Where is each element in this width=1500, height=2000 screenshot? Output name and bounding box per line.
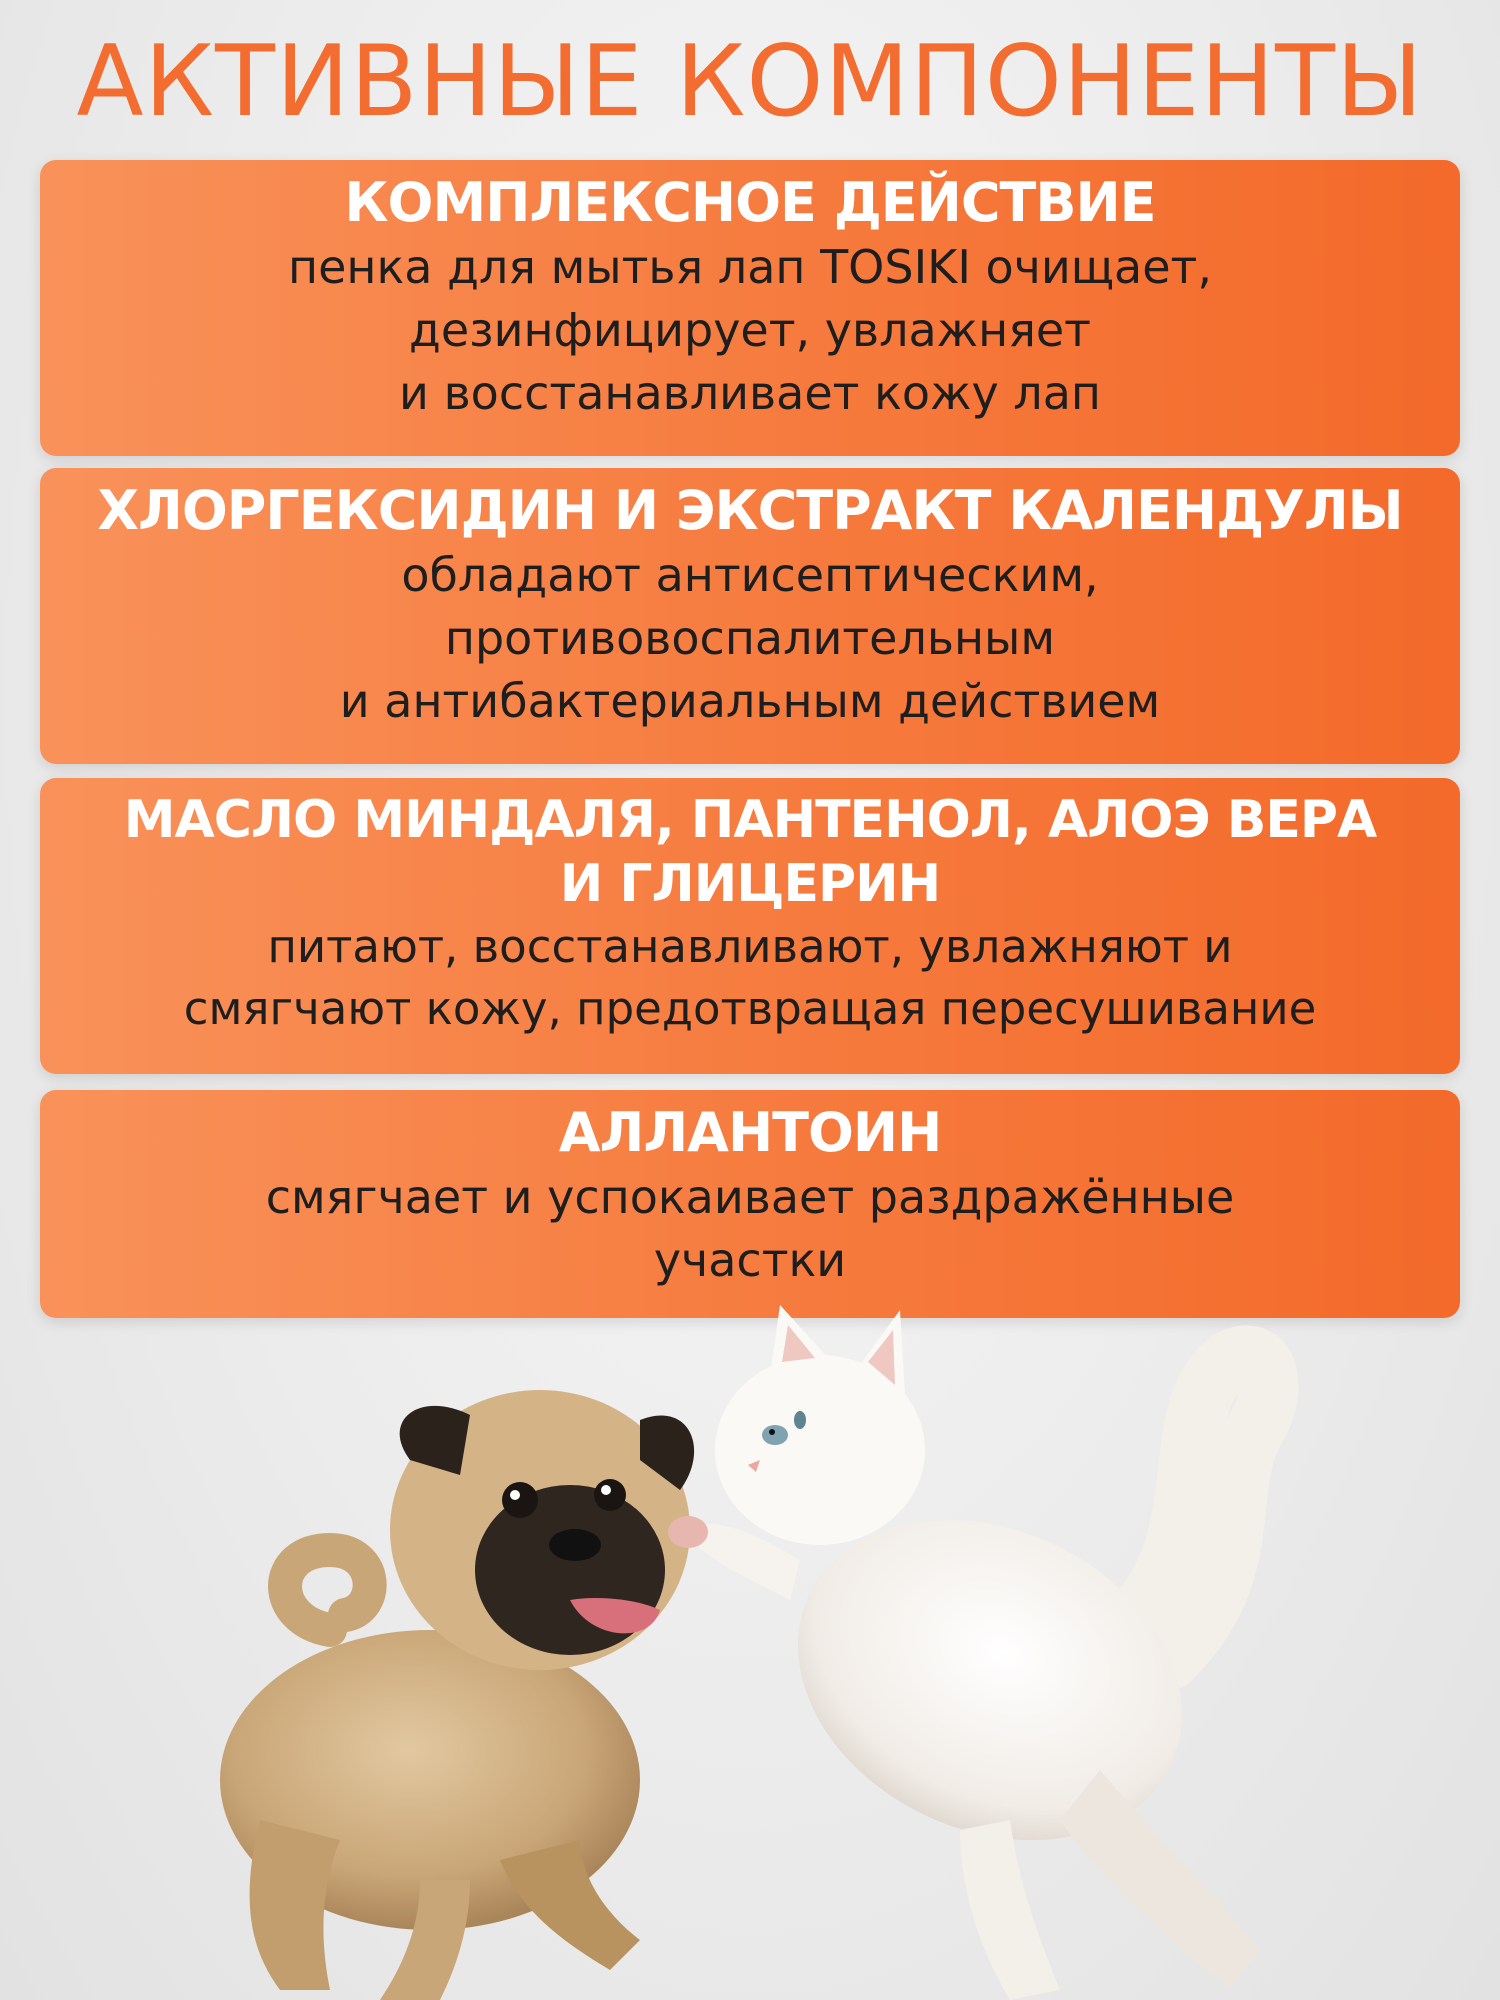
feature-card-text: питают, восстанавливают, увлажняют и смягчают кожу, предотвращая пересушивание (183, 920, 1317, 1035)
feature-card-title: ХЛОРГЕКСИДИН И ЭКСТРАКТ КАЛЕНДУЛЫ (97, 479, 1403, 542)
pets-illustration (0, 1300, 1500, 2000)
white-cat-icon (668, 1305, 1269, 2000)
feature-card-allantoin (40, 1090, 1460, 1318)
feature-card-complex-action (40, 160, 1460, 456)
feature-card-title: АЛЛАНТОИН (558, 1101, 942, 1164)
feature-card-title: МАСЛО МИНДАЛЯ, ПАНТЕНОЛ, АЛОЭ ВЕРА И ГЛИЦЕРИН (123, 790, 1377, 914)
feature-card-text: смягчает и успокаивает раздражённые участки (265, 1170, 1235, 1287)
page-title: АКТИВНЫЕ КОМПОНЕНТЫ (76, 25, 1424, 139)
feature-card-text: пенка для мытья лап TOSIKI очищает, дезинфицирует, увлажняет и восстанавливает кожу лап (288, 240, 1212, 420)
feature-card-oils (40, 778, 1460, 1074)
feature-card-chlorhexidine (40, 468, 1460, 764)
feature-card-text: обладают антисептическим, противовоспалительным и антибактериальным действием (339, 548, 1161, 728)
pug-icon (220, 1390, 694, 2000)
feature-card-title: КОМПЛЕКСНОЕ ДЕЙСТВИЕ (344, 171, 1156, 234)
